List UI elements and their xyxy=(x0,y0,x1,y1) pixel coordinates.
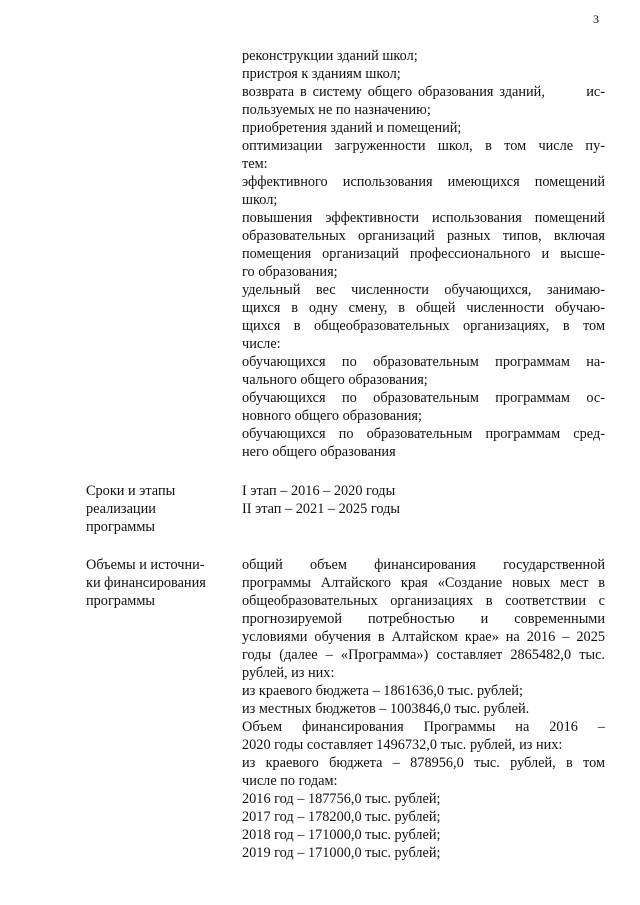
finance-value-line: из местных бюджетов – 1003846,0 тыс. рублей. xyxy=(242,701,530,717)
body-text-line: помещения организаций профессионального и высше- xyxy=(242,246,605,262)
finance-value-line: общеобразовательных организациях в соответствии с xyxy=(242,593,605,609)
body-text-line: обучающихся по образовательным программам ос- xyxy=(242,390,605,406)
finance-label-line: программы xyxy=(86,593,156,609)
finance-value-line: годы (далее – «Программа») составляет 2865482,0 тыс. xyxy=(242,647,605,663)
body-text-line: возврата в систему общего образования зданий, ис- xyxy=(242,84,605,100)
terms-label xyxy=(86,482,236,536)
body-text-line: пристроя к зданиям школ; xyxy=(242,66,401,82)
body-text-line: тем: xyxy=(242,156,268,172)
finance-label-line: Объемы и источни- xyxy=(86,557,205,573)
body-text-line: эффективного использования имеющихся помещений xyxy=(242,174,605,190)
terms-label-line: программы xyxy=(86,519,156,535)
finance-value-line: из краевого бюджета – 1861636,0 тыс. рублей; xyxy=(242,683,523,699)
finance-value-line: 2018 год – 171000,0 тыс. рублей; xyxy=(242,827,441,843)
body-text-line: чального общего образования; xyxy=(242,372,428,388)
finance-value-line: из краевого бюджета – 878956,0 тыс. рублей, в том xyxy=(242,755,605,771)
finance-value-line: 2019 год – 171000,0 тыс. рублей; xyxy=(242,845,441,861)
body-text-line: обучающихся по образовательным программам на- xyxy=(242,354,605,370)
body-text-line: реконструкции зданий школ; xyxy=(242,48,418,64)
body-text-line: повышения эффективности использования помещений xyxy=(242,210,605,226)
body-text-line: го образования; xyxy=(242,264,338,280)
body-text-line: школ; xyxy=(242,192,278,208)
finance-value-line: 2017 год – 178200,0 тыс. рублей; xyxy=(242,809,441,825)
body-text-line: щихся в общеобразовательных организациях, в том xyxy=(242,318,605,334)
finance-value-line: Объем финансирования Программы на 2016 – xyxy=(242,719,605,735)
page-number: 3 xyxy=(593,12,599,26)
finance-value-line: рублей, из них: xyxy=(242,665,335,681)
finance-label-line: ки финансирования xyxy=(86,575,206,591)
body-text-line: новного общего образования; xyxy=(242,408,422,424)
finance-label xyxy=(86,556,236,610)
terms-value-line: II этап – 2021 – 2025 годы xyxy=(242,501,400,517)
body-text-line: обучающихся по образовательным программам сред- xyxy=(242,426,605,442)
finance-value-line: программы Алтайского края «Создание новых мест в xyxy=(242,575,605,591)
body-text-line: него общего образования xyxy=(242,444,396,460)
body-text-line: приобретения зданий и помещений; xyxy=(242,120,462,136)
finance-value-line: прогнозируемой потребностью и современными xyxy=(242,611,605,627)
body-text-line: оптимизации загруженности школ, в том числе пу- xyxy=(242,138,605,154)
body-text-line: числе: xyxy=(242,336,281,352)
finance-value-line: числе по годам: xyxy=(242,773,338,789)
body-text-line: образовательных организаций разных типов, включая xyxy=(242,228,605,244)
terms-value-line: I этап – 2016 – 2020 годы xyxy=(242,483,396,499)
finance-value-line: общий объем финансирования государственной xyxy=(242,557,605,573)
finance-value-line: 2016 год – 187756,0 тыс. рублей; xyxy=(242,791,441,807)
body-text-line: удельный вес численности обучающихся, занимаю- xyxy=(242,282,605,298)
finance-value-line: условиями обучения в Алтайском крае» на 2016 – 2025 xyxy=(242,629,605,645)
body-text-line: щихся в одну смену, в общей численности обучаю- xyxy=(242,300,605,316)
terms-label-line: реализации xyxy=(86,501,156,517)
terms-label-line: Сроки и этапы xyxy=(86,483,176,499)
body-text-line: пользуемых не по назначению; xyxy=(242,102,431,118)
finance-value-line: 2020 годы составляет 1496732,0 тыс. рублей, из них: xyxy=(242,737,563,753)
